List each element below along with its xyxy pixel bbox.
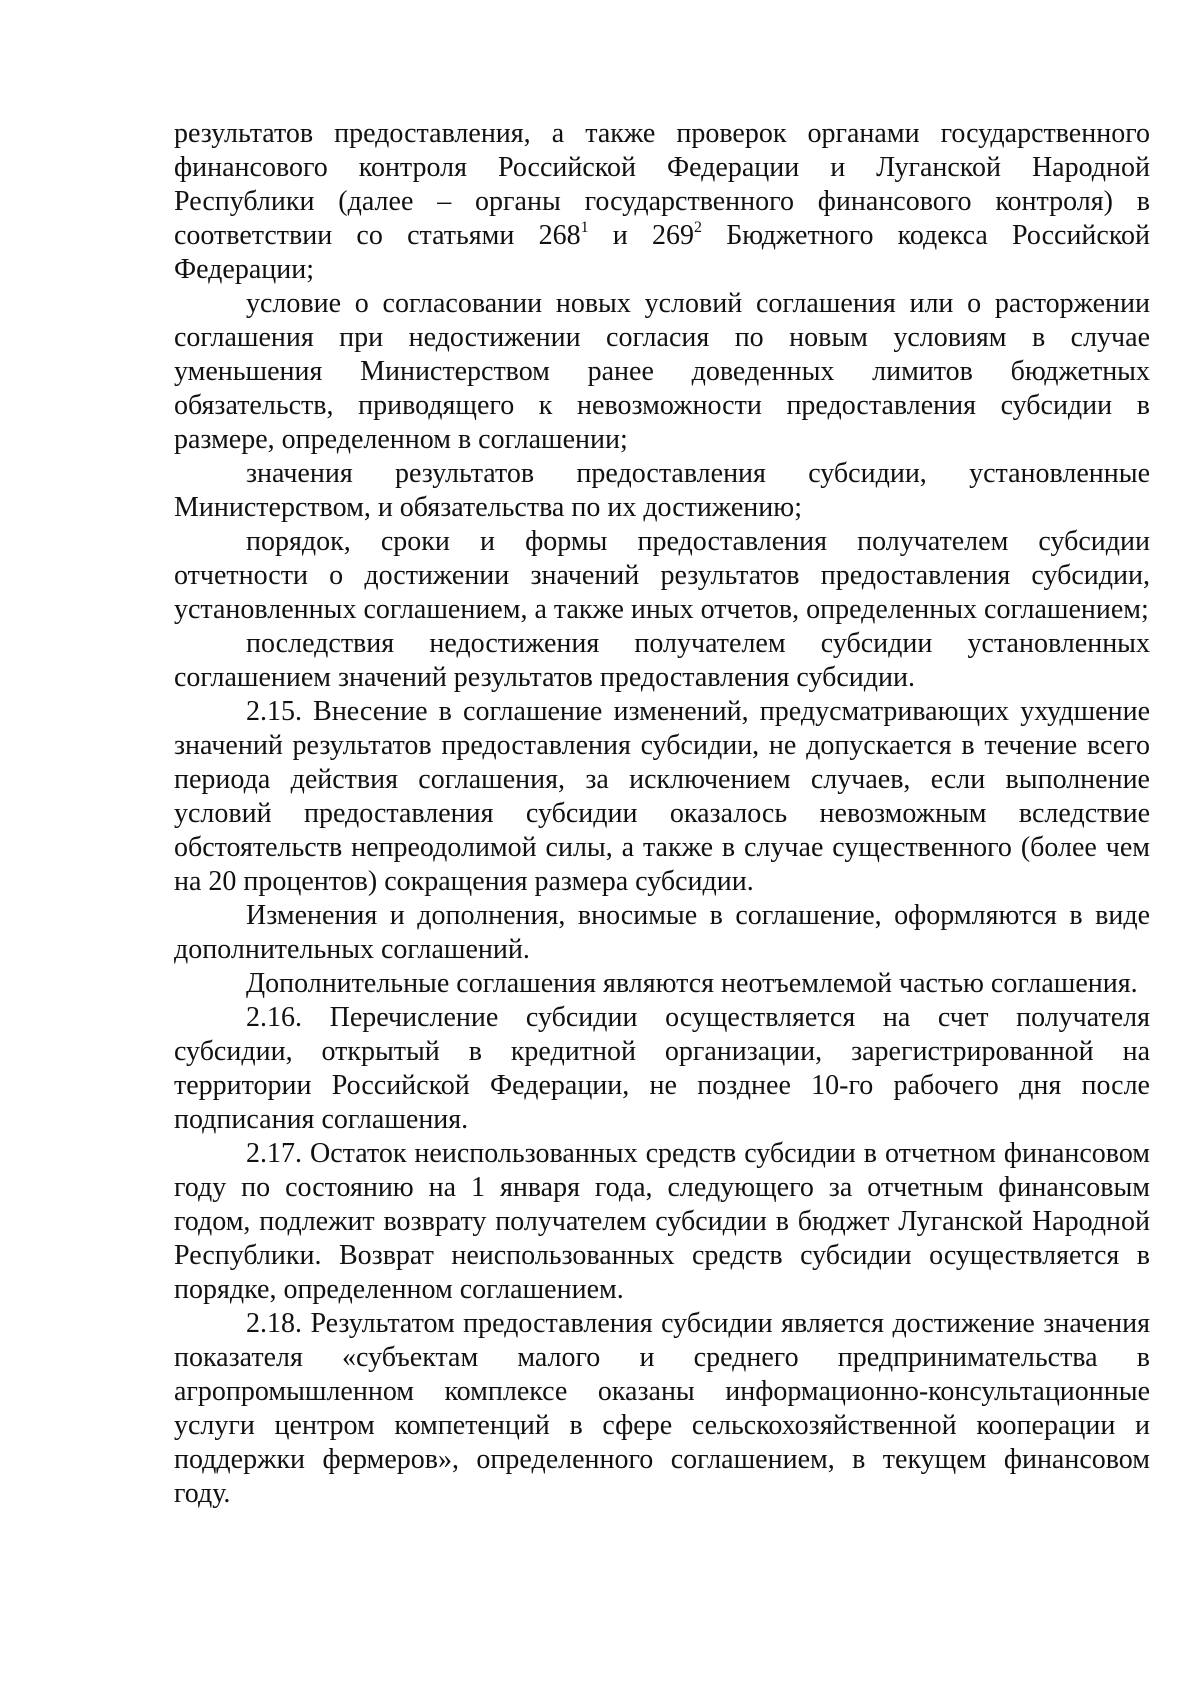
paragraph-2-15: 2.15. Внесение в соглашение изменений, предусматривающих ухудшение значений результатов предоставления субсидии, не допускается в течение всего периода действия соглашения, за исключением случаев, если выполнение условий предоставления субсидии оказалось невозможным вследствие обстоятельств непреодолимой силы, а также в случае существенного (более чем на 20 процентов) сокращения размера субсидии.	[174, 696, 1150, 897]
paragraph-agreement-condition: условие о согласовании новых условий соглашения или о расторжении соглашения при недостижении согласия по новым условиям в случае уменьшения Министерством ранее доведенных лимитов бюджетных обязательств, приводящего к невозможности предоставления субсидии в размере, определенном в соглашении;	[174, 288, 1150, 455]
paragraph-2-16: 2.16. Перечисление субсидии осуществляется на счет получателя субсидии, открытый в кредитной организации, зарегистрированной на территории Российской Федерации, не позднее 10-го рабочего дня после подписания соглашения.	[174, 1002, 1150, 1135]
paragraph-supplementary: Дополнительные соглашения являются неотъемлемой частью соглашения.	[246, 968, 1138, 999]
paragraph-2-17: 2.17. Остаток неиспользованных средств субсидии в отчетном финансовом году по состоянию на 1 января года, следующего за отчетным финансовым годом, подлежит возврату получателем субсидии в бюджет Луганской Народной Республики. Возврат неиспользованных средств субсидии осуществляется в порядке, определенном соглашением.	[174, 1138, 1150, 1305]
paragraph-amendments: Изменения и дополнения, вносимые в соглашение, оформляются в виде дополнительных соглашений.	[174, 900, 1150, 965]
paragraph-result-values: значения результатов предоставления субсидии, установленные Министерством, и обязательства по их достижению;	[174, 458, 1150, 523]
paragraph-reporting: порядок, сроки и формы предоставления получателем субсидии отчетности о достижении значений результатов предоставления субсидии, установленных соглашением, а также иных отчетов, определенных соглашением;	[174, 526, 1150, 625]
paragraph-consequences: последствия недостижения получателем субсидии установленных соглашением значений результатов предоставления субсидии.	[174, 628, 1150, 693]
superscript-1: 1	[580, 218, 589, 236]
paragraph-continuation: результатов предоставления, а также проверок органами государственного финансового контроля Российской Федерации и Луганской Народной Республики (далее – органы государственного финансового контроля) в соответствии со статьями $268^1$ и $269^2$ Бюджетного кодекса Российской Федерации;	[174, 118, 1151, 285]
superscript-2: 2	[694, 218, 702, 236]
document-body	[174, 117, 1150, 1511]
paragraph-2-18: 2.18. Результатом предоставления субсидии является достижение значения показателя «субъектам малого и среднего предпринимательства в агропромышленном комплексе оказаны информационно-консультационные услуги центром компетенций в сфере сельскохозяйственной кооперации и поддержки фермеров», определенного соглашением, в текущем финансовом году.	[174, 1308, 1150, 1509]
